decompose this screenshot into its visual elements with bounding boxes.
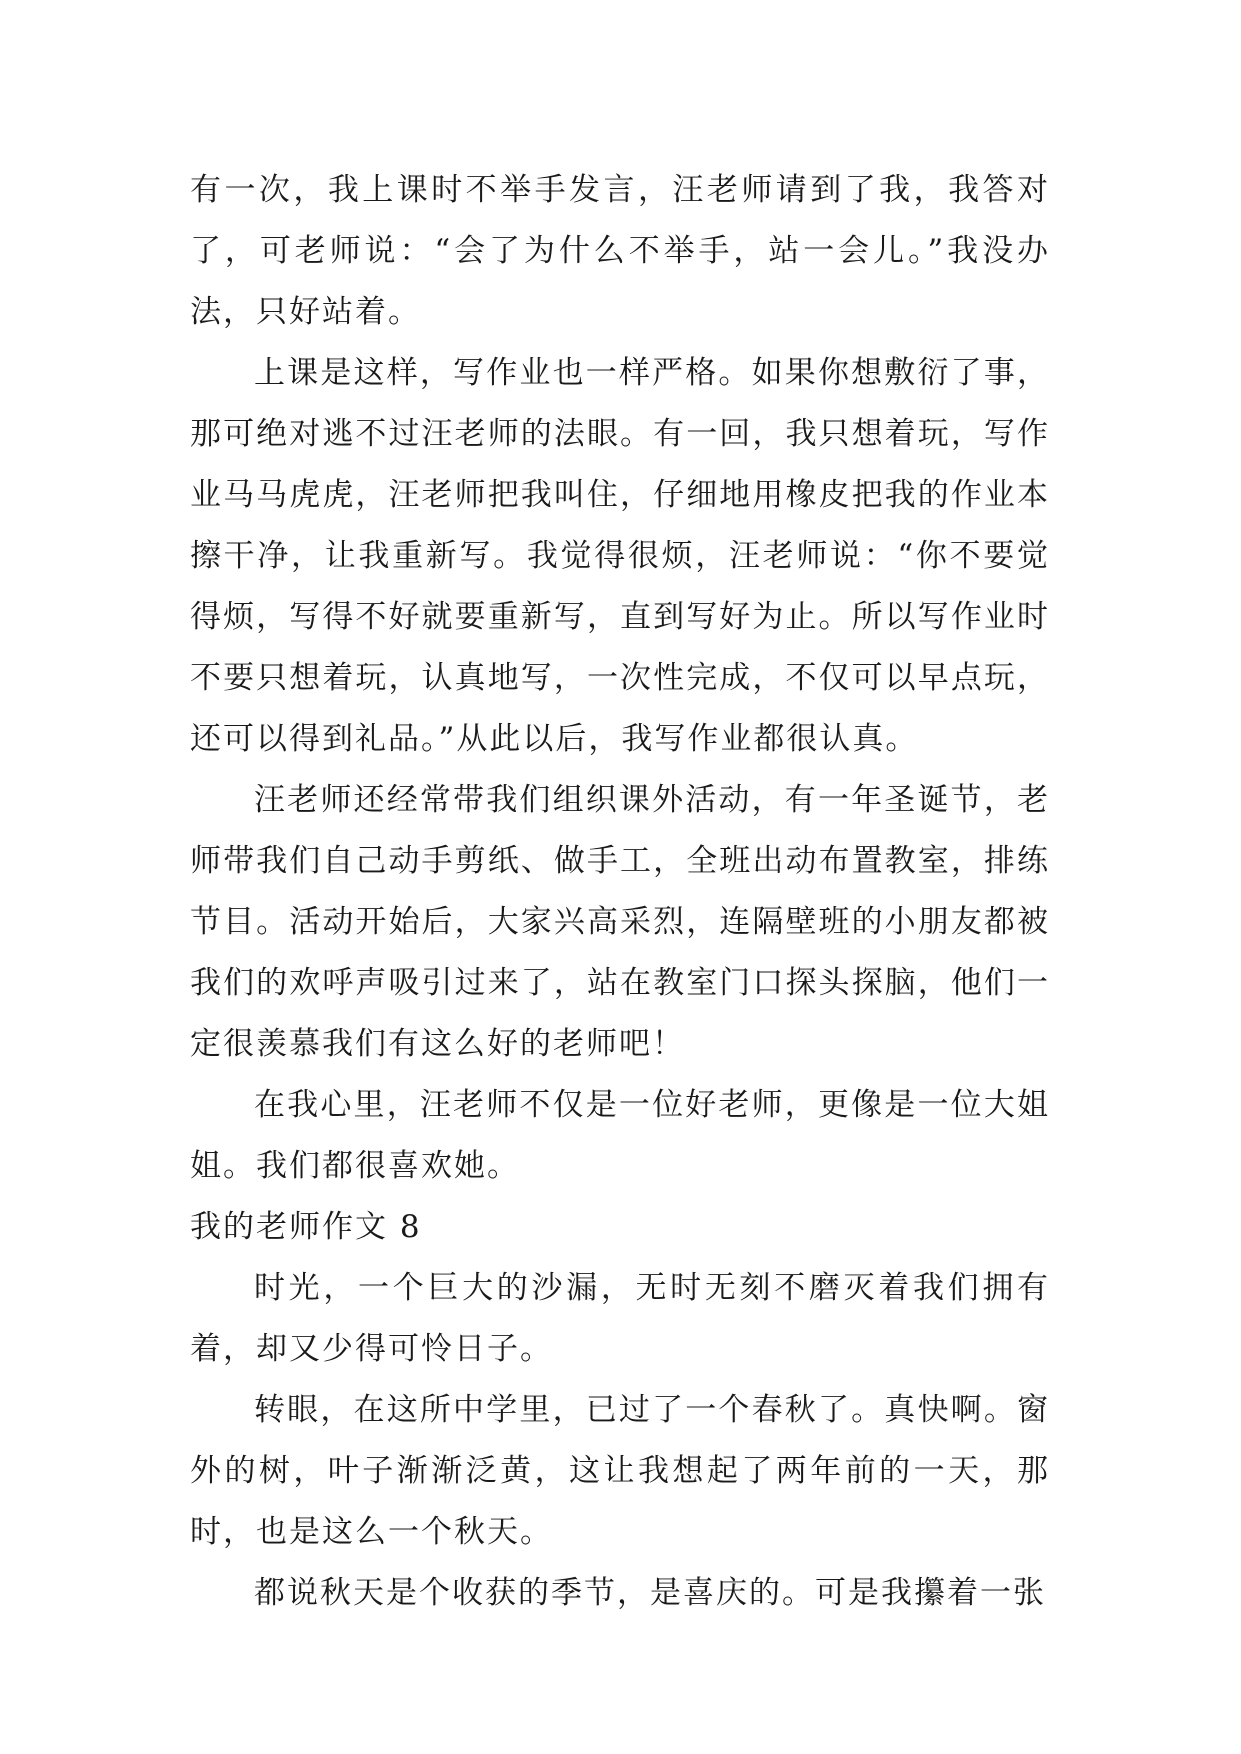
paragraph-autumn-memory: 转眼，在这所中学里，已过了一个春秋了。真快啊。窗外的树，叶子渐渐泛黄，这让我想起了两年前的一天，那时，也是这么一个秋天。	[190, 1392, 1050, 1550]
paragraph-harvest-season: 都说秋天是个收获的季节，是喜庆的。可是我攥着一张	[254, 1575, 1046, 1611]
paragraph-christmas-activity: 汪老师还经常带我们组织课外活动，有一年圣诞节，老师带我们自己动手剪纸、做手工，全班出动布置教室，排练节目。活动开始后，大家兴高采烈，连隔壁班的小朋友都被我们的欢呼声吸引过来了，站在教室门口探头探脑，他们一定很羡慕我们有这么好的老师吧！	[190, 782, 1050, 1062]
section-title: 我的老师作文 8	[190, 1209, 422, 1245]
paragraph-homework: 上课是这样，写作业也一样严格。如果你想敷衍了事，那可绝对逃不过汪老师的法眼。有一回，我只想着玩，写作业马马虎虎，汪老师把我叫住，仔细地用橡皮把我的作业本擦干净，让我重新写。我觉得很烦，汪老师说：“你不要觉得烦，写得不好就要重新写，直到写好为止。所以写作业时不要只想着玩，认真地写，一次性完成，不仅可以早点玩，还可以得到礼品。”从此以后，我写作业都很认真。	[190, 355, 1050, 757]
paragraph-time-hourglass: 时光，一个巨大的沙漏，无时无刻不磨灭着我们拥有着，却又少得可怜日子。	[190, 1270, 1050, 1367]
paragraph-conclusion: 在我心里，汪老师不仅是一位好老师，更像是一位大姐姐。我们都很喜欢她。	[190, 1087, 1050, 1184]
paragraph-classroom-anecdote: 有一次，我上课时不举手发言，汪老师请到了我，我答对了，可老师说：“会了为什么不举手，站一会儿。”我没办法，只好站着。	[190, 172, 1050, 330]
document-body	[190, 160, 1050, 1624]
